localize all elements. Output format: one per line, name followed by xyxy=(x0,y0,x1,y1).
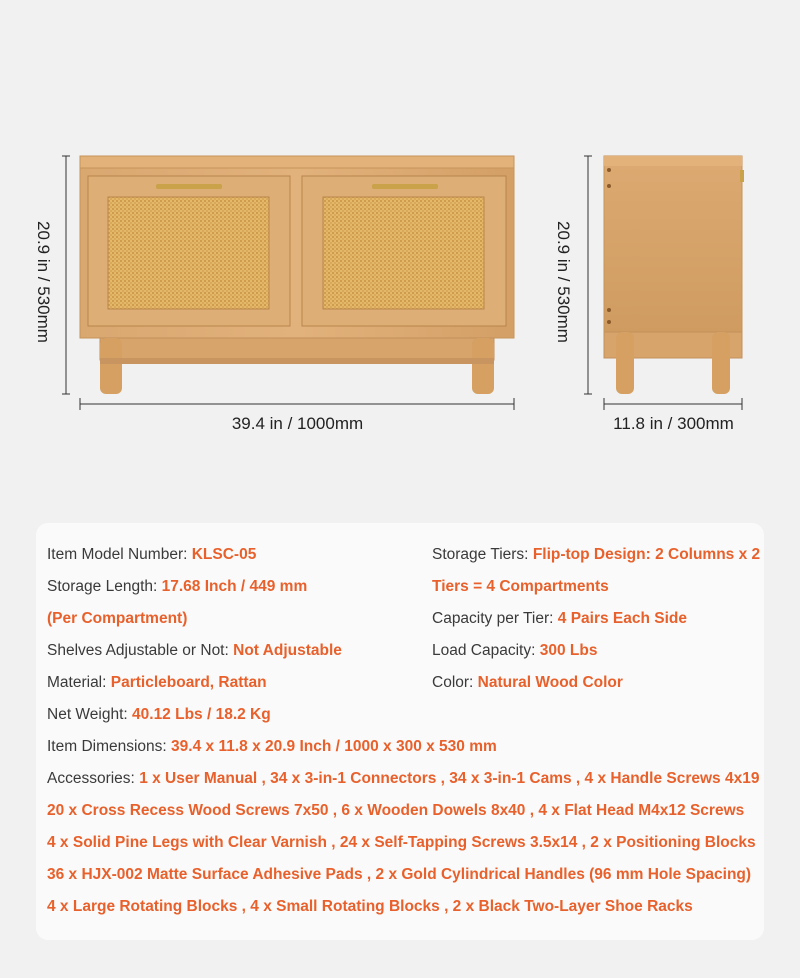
spec-item-dimensions: Item Dimensions: 39.4 x 11.8 x 20.9 Inch / 1000 x 300 x 530 mm xyxy=(47,738,497,755)
front-view xyxy=(80,156,514,394)
spec-capacity-per-tier: Capacity per Tier: 4 Pairs Each Side xyxy=(432,610,688,627)
right-handle-icon xyxy=(372,184,438,189)
spec-storage-tiers-cont: Tiers = 4 Compartments xyxy=(432,578,609,595)
front-height-label: 20.9 in / 530mm xyxy=(34,221,53,343)
front-width-label: 39.4 in / 1000mm xyxy=(231,414,364,433)
side-depth-label: 11.8 in / 300mm xyxy=(613,414,734,433)
spec-accessories: Accessories: 1 x User Manual , 34 x 3-in-1 Connectors , 34 x 3-in-1 Cams , 4 x Handle Screws 4x19 xyxy=(47,770,760,787)
spec-color: Color: Natural Wood Color xyxy=(432,674,623,691)
spec-material: Material: Particleboard, Rattan xyxy=(47,674,267,691)
spec-net-weight: Net Weight: 40.12 Lbs / 18.2 Kg xyxy=(47,706,271,723)
accessories-line: 4 x Solid Pine Legs with Clear Varnish , 24 x Self-Tapping Screws 3.5x14 , 2 x Positioning Blocks xyxy=(47,834,756,851)
specifications-card xyxy=(36,523,764,940)
accessories-line: 4 x Large Rotating Blocks , 4 x Small Rotating Blocks , 2 x Black Two-Layer Shoe Racks xyxy=(47,898,693,915)
spec-storage-length-cont: (Per Compartment) xyxy=(47,610,188,627)
accessories-line: 36 x HJX-002 Matte Surface Adhesive Pads , 2 x Gold Cylindrical Handles (96 mm Hole Spacing) xyxy=(47,866,752,883)
left-handle-icon xyxy=(156,184,222,189)
spec-model: Item Model Number: KLSC-05 xyxy=(47,546,257,563)
accessories-line: 20 x Cross Recess Wood Screws 7x50 , 6 x Wooden Dowels 8x40 , 4 x Flat Head M4x12 Screws xyxy=(47,802,745,819)
side-view xyxy=(604,156,744,394)
spec-storage-tiers: Storage Tiers: Flip-top Design: 2 Columns x 2 xyxy=(432,546,761,563)
spec-storage-length: Storage Length: 17.68 Inch / 449 mm xyxy=(47,578,308,595)
spec-shelves-adjustable: Shelves Adjustable or Not: Not Adjustable xyxy=(47,642,342,659)
side-height-label: 20.9 in / 530mm xyxy=(554,221,573,343)
spec-load-capacity: Load Capacity: 300 Lbs xyxy=(432,642,598,659)
